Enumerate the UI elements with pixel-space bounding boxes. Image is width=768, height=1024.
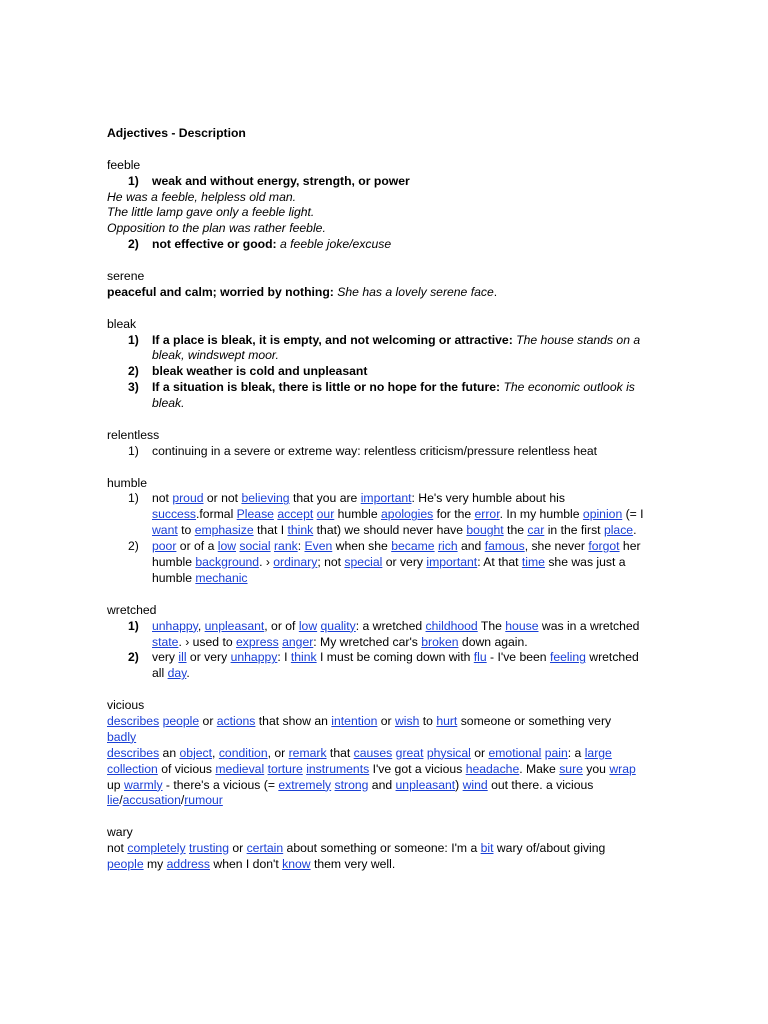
example: bleak. (152, 396, 185, 411)
dictionary-link[interactable]: completely (127, 841, 186, 856)
definition (107, 841, 667, 857)
dictionary-link[interactable]: day (167, 666, 187, 681)
text-segment: / (119, 793, 123, 808)
definition: 1) unhappy, unpleasant, or of low quality: a wretched childhood The house was in a wretched (128, 618, 640, 633)
text-segment: was in a wretched (538, 618, 640, 633)
text-segment: an (159, 745, 180, 760)
dictionary-link[interactable]: think (287, 523, 314, 538)
dictionary-link[interactable]: our (316, 507, 335, 522)
definition: 1) continuing in a severe or extreme way: relentless criticism/pressure relentless heat (128, 443, 598, 458)
text-segment: that I (253, 523, 288, 538)
text-segment: . › used to (178, 634, 237, 649)
text-segment: not (107, 841, 128, 856)
dictionary-link[interactable]: apologies (381, 507, 434, 522)
text-segment: : My wretched car's (313, 634, 422, 649)
text-segment: I must be coming down with (316, 650, 474, 665)
dictionary-link[interactable]: great (395, 745, 424, 760)
entry-word-relentless: relentless (107, 427, 160, 442)
definition: 1) If a place is bleak, it is empty, and not welcoming or attractive: The house stands on a (128, 332, 641, 347)
text-segment: or very (382, 555, 427, 570)
dictionary-link[interactable]: certain (246, 841, 284, 856)
dictionary-link[interactable]: low (217, 539, 237, 554)
dictionary-link[interactable]: describes (107, 713, 160, 728)
dictionary-link[interactable]: rank (273, 539, 298, 554)
dictionary-link[interactable]: collection (107, 761, 158, 776)
text-segment: - there's a vicious (= (162, 777, 279, 792)
entry-word-wary: wary (107, 825, 133, 840)
text-segment: wretched (585, 650, 639, 665)
text-segment: that show an (255, 713, 332, 728)
definition-continued (107, 857, 667, 873)
dictionary-link[interactable]: emotional (488, 745, 542, 760)
dictionary-link[interactable]: want (152, 523, 178, 538)
text-segment: not (152, 491, 173, 506)
text-segment: to (177, 523, 195, 538)
text-segment: out there. a vicious (487, 777, 594, 792)
dictionary-link[interactable]: medieval (215, 761, 265, 776)
entry-word-bleak: bleak (107, 316, 137, 331)
dictionary-link[interactable]: bought (466, 523, 504, 538)
dictionary-link[interactable]: low (298, 618, 318, 633)
text-segment: in the first (544, 523, 604, 538)
text-segment: very (152, 650, 179, 665)
dictionary-link[interactable]: people (162, 713, 200, 728)
dictionary-link[interactable]: actions (216, 713, 256, 728)
dictionary-link[interactable]: hurt (436, 713, 458, 728)
text-segment: she was just a (544, 555, 626, 570)
dictionary-link[interactable]: sure (559, 761, 583, 776)
text-segment: my (143, 856, 167, 871)
text-segment: her (619, 539, 641, 554)
text-segment: that you are (289, 491, 361, 506)
text-segment: , or (267, 745, 289, 760)
text-segment: : I (277, 650, 291, 665)
dictionary-link[interactable]: large (584, 745, 612, 760)
dictionary-link[interactable]: car (527, 523, 545, 538)
dictionary-link[interactable]: proud (172, 491, 204, 506)
text-segment: humble (152, 555, 196, 570)
dictionary-link[interactable]: special (344, 555, 383, 570)
dictionary-link[interactable]: express (236, 634, 279, 649)
definition-continued (107, 730, 667, 746)
dictionary-link[interactable]: bit (480, 841, 494, 856)
dictionary-link[interactable]: quality (320, 618, 356, 633)
text-segment: or of a (176, 539, 218, 554)
definition: 1) not proud or not believing that you are important: He's very humble about his (128, 491, 565, 506)
document-page (107, 126, 667, 873)
page-title: Adjectives - Description (107, 126, 246, 140)
text-segment: to (419, 713, 437, 728)
dictionary-link[interactable]: pain (544, 745, 568, 760)
dictionary-link[interactable]: rich (437, 539, 458, 554)
dictionary-link[interactable]: rumour (184, 793, 223, 808)
text-segment: / (180, 793, 185, 808)
dictionary-link[interactable]: error (474, 507, 500, 522)
dictionary-link[interactable]: poor (152, 539, 177, 554)
dictionary-link[interactable]: people (107, 856, 144, 871)
text-segment: , she never (524, 539, 589, 554)
dictionary-link[interactable]: intention (331, 713, 378, 728)
text-segment: or (228, 841, 247, 856)
text-segment: The (477, 618, 506, 633)
text-segment: . (633, 523, 637, 538)
dictionary-link[interactable]: state (152, 634, 179, 649)
text-segment: ) (455, 777, 463, 792)
text-segment: : At that (477, 555, 522, 570)
dictionary-link[interactable]: feeling (549, 650, 586, 665)
dictionary-link[interactable]: address (166, 856, 210, 871)
text-segment: humble (334, 507, 382, 522)
dictionary-link[interactable]: broken (421, 634, 459, 649)
entry-word-vicious: vicious (107, 698, 145, 713)
dictionary-link[interactable]: unhappy (230, 650, 278, 665)
definition-continued (107, 635, 667, 651)
text-segment: or (470, 745, 489, 760)
dictionary-link[interactable]: Please (236, 507, 274, 522)
dictionary-link[interactable]: mechanic (195, 570, 248, 585)
definition-continued (107, 523, 667, 539)
example: He was a feeble, helpless old man. (107, 189, 297, 204)
dictionary-link[interactable]: opinion (582, 507, 623, 522)
dictionary-link[interactable]: wind (462, 777, 488, 792)
definition-continued (107, 571, 667, 587)
text-segment: of vicious (157, 761, 216, 776)
dictionary-link[interactable]: social (239, 539, 271, 554)
text-segment: : a (567, 745, 585, 760)
dictionary-link[interactable]: physical (426, 745, 471, 760)
text-segment: : a wretched (355, 618, 426, 633)
definition: 2) very ill or very unhappy: I think I must be coming down with flu - I've been feeling wretched (128, 650, 639, 665)
dictionary-link[interactable]: famous (484, 539, 525, 554)
text-segment: them very well. (310, 856, 396, 871)
definition-continued (107, 762, 667, 778)
text-segment: down again. (458, 634, 528, 649)
definition: 1) weak and without energy, strength, or power (128, 173, 410, 188)
text-segment: - I've been (486, 650, 550, 665)
text-segment: ; not (317, 555, 345, 570)
dictionary-link[interactable]: causes (353, 745, 393, 760)
text-segment: or not (203, 491, 242, 506)
dictionary-link[interactable]: warmly (123, 777, 163, 792)
dictionary-link[interactable]: house (505, 618, 539, 633)
dictionary-link[interactable]: wrap (609, 761, 636, 776)
dictionary-link[interactable]: unpleasant (395, 777, 456, 792)
dictionary-link[interactable]: flu (473, 650, 487, 665)
dictionary-link[interactable]: strong (334, 777, 369, 792)
text-segment: . (186, 666, 190, 681)
dictionary-link[interactable]: emphasize (194, 523, 254, 538)
text-segment: , (212, 745, 219, 760)
text-segment: that) we should never have (313, 523, 467, 538)
dictionary-link[interactable]: important (426, 555, 478, 570)
dictionary-link[interactable]: object (179, 745, 213, 760)
definition-continued (107, 778, 667, 794)
dictionary-link[interactable]: badly (107, 729, 137, 744)
dictionary-link[interactable]: describes (107, 745, 160, 760)
example: Opposition to the plan was rather feeble. (107, 221, 326, 236)
dictionary-link[interactable]: unhappy (152, 618, 198, 633)
definition-continued (107, 666, 667, 682)
text-segment: about something or someone: I'm a (283, 841, 481, 856)
text-segment: humble (152, 570, 196, 585)
text-segment: : (297, 539, 305, 554)
definition: 2) poor or of a low social rank: Even when she became rich and famous, she never forgot her (128, 539, 641, 554)
example: The little lamp gave only a feeble light. (107, 205, 315, 220)
dictionary-link[interactable]: believing (241, 491, 290, 506)
dictionary-link[interactable]: forgot (588, 539, 620, 554)
dictionary-link[interactable]: lie (107, 793, 120, 808)
definition-continued (107, 507, 667, 523)
dictionary-link[interactable]: childhood (425, 618, 478, 633)
text-segment: or (199, 713, 217, 728)
definition-continued (107, 793, 667, 809)
dictionary-link[interactable]: place (603, 523, 634, 538)
dictionary-link[interactable]: ordinary (273, 555, 318, 570)
text-segment: when I don't (210, 856, 283, 871)
entry-word-feeble: feeble (107, 157, 141, 172)
text-segment: and (368, 777, 396, 792)
dictionary-link[interactable]: ill (178, 650, 187, 665)
dictionary-link[interactable]: remark (288, 745, 327, 760)
dictionary-link[interactable]: time (521, 555, 545, 570)
text-segment: . Make (519, 761, 560, 776)
text-segment: . In my humble (499, 507, 583, 522)
dictionary-link[interactable]: accusation (122, 793, 181, 808)
text-segment: : He's very humble about his (411, 491, 565, 506)
dictionary-link[interactable]: Even (304, 539, 333, 554)
dictionary-link[interactable]: headache (465, 761, 520, 776)
text-segment: , (197, 618, 205, 633)
dictionary-link[interactable]: torture (267, 761, 303, 776)
text-segment: (= I (622, 507, 644, 522)
dictionary-link[interactable]: became (391, 539, 435, 554)
dictionary-link[interactable]: success (152, 507, 197, 522)
text-segment: up (107, 777, 124, 792)
dictionary-link[interactable]: wish (394, 713, 420, 728)
text-segment: for the (433, 507, 475, 522)
text-segment: all (152, 666, 168, 681)
text-segment: you (582, 761, 610, 776)
text-segment: , or of (264, 618, 299, 633)
definition-continued (107, 555, 667, 571)
entry-word-serene: serene (107, 269, 145, 284)
definition (107, 714, 667, 730)
text-segment: wary of/about giving (493, 841, 606, 856)
dictionary-link[interactable]: important (360, 491, 412, 506)
text-segment: the (503, 523, 528, 538)
dictionary-link[interactable]: accept (277, 507, 314, 522)
dictionary-link[interactable]: think (290, 650, 317, 665)
entry-word-humble: humble (107, 475, 147, 490)
dictionary-link[interactable]: background (195, 555, 260, 570)
text-segment: or (377, 713, 395, 728)
dictionary-link[interactable]: condition (218, 745, 268, 760)
dictionary-link[interactable]: anger (282, 634, 314, 649)
definition: 3) If a situation is bleak, there is little or no hope for the future: The economic outlook is (128, 380, 635, 395)
text-segment: someone or something very (457, 713, 612, 728)
text-segment: when she (332, 539, 392, 554)
entry-word-wretched: wretched (107, 602, 157, 617)
dictionary-link[interactable]: know (282, 856, 311, 871)
dictionary-link[interactable]: extremely (278, 777, 332, 792)
definition: peaceful and calm; worried by nothing: She has a lovely serene face. (107, 284, 498, 299)
text-segment: and (457, 539, 485, 554)
text-segment: .formal (196, 507, 237, 522)
text-segment: . › (259, 555, 274, 570)
text-segment: or very (186, 650, 231, 665)
definition: 2) not effective or good: a feeble joke/excuse (128, 237, 392, 252)
dictionary-link[interactable]: unpleasant (204, 618, 265, 633)
definition (107, 746, 667, 762)
text-segment: that (326, 745, 354, 760)
definition: 2) bleak weather is cold and unpleasant (128, 364, 368, 379)
dictionary-link[interactable]: trusting (189, 841, 229, 856)
example: bleak, windswept moor. (152, 348, 279, 363)
text-segment: I've got a vicious (369, 761, 466, 776)
dictionary-link[interactable]: instruments (306, 761, 370, 776)
